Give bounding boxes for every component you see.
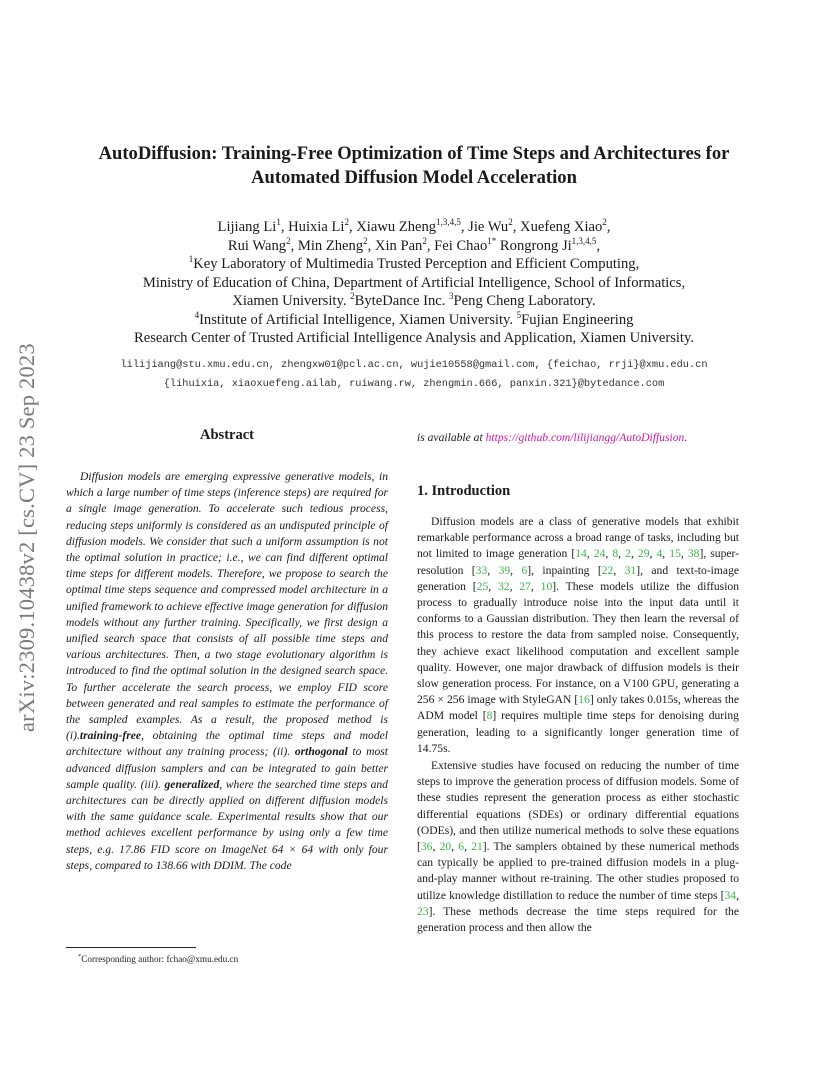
author-affiliation-mark: 1,3,4,5 [571, 235, 597, 246]
paper-title [60, 142, 768, 190]
paragraph-text: ], and text-to-image generation [ [417, 563, 740, 593]
author-line-1 [60, 218, 768, 237]
paragraph-text: , [613, 563, 625, 577]
email-line-2: {lihuixia, xiaoxuefeng.ailab, ruiwang.rw, zhengmin.666, panxin.321}@bytedance.com [163, 378, 665, 390]
citation-link[interactable]: 15 [669, 547, 681, 561]
right-column [417, 425, 739, 936]
paragraph-text: ]. These models utilize the diffusion process to gradually introduce noise into the input data until it conforms to a Gaussian distribution. They then learn the reversal of this process to restore the data from sampled noise. Consequently, they achieve exact likelihood computation and excellent sample quality. However, one major drawback of diffusion models is their slow generation process. For instance, on a V100 GPU, generating a 256 × 256 image with StyleGAN [ [417, 579, 740, 707]
paragraph-text: , [509, 579, 520, 593]
paragraph-text: , [680, 547, 688, 561]
affiliation-line-5: Research Center of Trusted Artificial Intelligence Analysis and Application, Xiamen University. [134, 330, 694, 346]
citation-link[interactable]: 2 [625, 547, 631, 561]
footnote: *Corresponding author: fchao@xmu.edu.cn [78, 953, 239, 965]
author-affiliation-mark: 1 [276, 217, 281, 228]
author-name: Rui Wang [227, 237, 287, 254]
paragraph-text: ], super-resolution [ [417, 547, 740, 577]
paragraph-text: , [736, 888, 739, 902]
affiliation-line-4: $^4$Institute of Artificial Intelligence, Xiamen University. $^5$Fujian Engineering [194, 309, 634, 328]
title-line-1: AutoDiffusion: Training-Free Optimization of Time Steps and Architectures for [98, 143, 730, 164]
paragraph-text: , [432, 840, 440, 854]
author-name: , Huixia Li [280, 219, 345, 235]
citation-link[interactable]: 24 [593, 547, 606, 561]
author-block [60, 218, 768, 348]
author-name: , Fei Chao [426, 237, 488, 254]
paragraph-text: , [488, 579, 498, 593]
paragraph-text: , [487, 563, 499, 577]
citation-link[interactable]: 33 [475, 563, 488, 577]
citation-link[interactable]: 29 [637, 547, 650, 561]
paragraph-text: Diffusion models are a class of generative models that exhibit remarkable performance across a broad range of tasks, including but not limited to image generation [ [417, 515, 739, 561]
paragraph-text: , [630, 547, 638, 561]
paragraph-text: , [451, 840, 459, 854]
abstract-heading: Abstract [200, 427, 254, 443]
email-line-1: lilijiang@stu.xmu.edu.cn, zhengxw01@pcl.ac.cn, wujie10558@gmail.com, {feichao, rrji}@xmu.edu.cn [120, 359, 708, 371]
left-column [66, 425, 388, 886]
citation-link[interactable]: 31 [624, 563, 637, 577]
code-link[interactable]: https://github.com/lilijiangg/AutoDiffusion [485, 431, 685, 444]
citation-link[interactable]: 38 [687, 547, 700, 561]
paragraph-text: ], inpainting [ [527, 563, 602, 577]
author-name: , Min Zheng [290, 237, 364, 254]
citation-link[interactable]: 20 [439, 840, 452, 854]
abstract-text: Diffusion models are emerging expressive generative models, in which a large number of time steps (inference steps) are required for a single image generation. To accelerate such tedious process, reducing steps uniformly is considered as an undisputed principle of diffusion models. We consider that such a uniform assumption is not the optimal solution in practice; i.e., we can find different optimal time steps for different models. Therefore, we propose to search the optimal time steps sequence and compressed model architecture in a unified framework to achieve effective image generation for diffusion models without any further training. Specifically, we first design a unified search space that consists of all possible time steps and various architectures. Then, a two stage evolutionary algorithm is introduced to find the optimal solution in the designed search space. To further accelerate the search process, we employ FID score between generated and real samples to estimate the performance of the sampled examples. As a result, the proposed method is (i).training-free, obtaining the optimal time steps and model architecture without any training process; (ii). orthogonal to most advanced diffusion samplers and can be integrated to gain better sample quality. (iii). generalized, where the searched time steps and architectures can be directly applied on different diffusion models with the same guidance scale. Experimental results show that our method achieves excellent performance by using only a few time steps, e.g. 17.86 FID score on ImageNet 64 × 64 with only four steps, compared to 138.66 with DDIM. The code [66, 470, 388, 872]
intro-heading: 1. Introduction [417, 483, 511, 499]
author-name: , Jie Wu [460, 219, 509, 235]
citation-link[interactable]: 39 [498, 563, 511, 577]
paragraph-text: , [586, 547, 594, 561]
intro-paragraph-2 [417, 758, 739, 936]
paragraph-text: , [618, 547, 626, 561]
citation-link[interactable]: 36 [420, 840, 433, 854]
citation-link[interactable]: 6 [458, 840, 465, 854]
author-name: Lijiang Li [217, 219, 277, 235]
author-line-2 [60, 237, 768, 256]
author-name: , Xin Pan [367, 237, 423, 254]
author-affiliation-mark: 2 [602, 217, 607, 228]
paragraph-text: ]. These methods decrease the time steps required for the generation process and then allow the [417, 904, 739, 935]
citation-link[interactable]: 8 [612, 547, 619, 561]
paragraph-text: ] requires multiple time steps for denoising during generation, leading to a significantly longer generation time of 14.75s. [417, 709, 739, 755]
intro-paragraph-1 [417, 514, 739, 757]
citation-link[interactable]: 23 [417, 904, 429, 918]
citation-link[interactable]: 22 [601, 563, 614, 577]
citation-link[interactable]: 16 [578, 693, 590, 707]
author-affiliation-mark: 2 [363, 235, 368, 246]
paragraph-text: ] only takes 0.015s, whereas the ADM model [ [417, 693, 739, 723]
paragraph-text: , [662, 547, 670, 561]
citation-link[interactable]: 14 [575, 547, 587, 561]
footnote-rule [66, 947, 196, 948]
citation-link[interactable]: 27 [519, 579, 531, 593]
author-affiliation-mark: 2 [508, 217, 513, 228]
citation-link[interactable]: 6 [521, 563, 528, 577]
author-name: , [606, 219, 611, 235]
citation-link[interactable]: 4 [656, 547, 663, 561]
paragraph-text: , [605, 547, 613, 561]
author-name: Rongrong Ji [496, 237, 572, 254]
paragraph-text: , [464, 840, 472, 854]
citation-link[interactable]: 32 [497, 579, 510, 593]
code-availability: is available at https://github.com/lilijiangg/AutoDiffusion. [417, 431, 688, 444]
author-name: , Xiawu Zheng [348, 219, 437, 235]
citation-link[interactable]: 34 [724, 888, 737, 902]
affiliation-line-1: $^1$Key Laboratory of Multimedia Trusted Perception and Efficient Computing, [188, 254, 640, 272]
affiliation-line-3: Xiamen University. $^2$ByteDance Inc. $^3$Peng Cheng Laboratory. [232, 291, 596, 309]
citation-link[interactable]: 8 [486, 709, 493, 723]
paragraph-text: , [510, 563, 522, 577]
paragraph-text: Extensive studies have focused on reducing the number of time steps to improve the generation process of diffusion models. Some of these studies represent the generation process as either stochastic differential equations (SDEs) or ordinary differential equations (ODEs), and then utilize numerical methods to solve these equations [ [417, 759, 739, 854]
citation-link[interactable]: 21 [471, 840, 483, 854]
author-affiliation-mark: 2 [422, 235, 427, 246]
author-affiliation-mark: 2 [286, 235, 291, 246]
title-line-2: Automated Diffusion Model Acceleration [251, 167, 577, 188]
citation-link[interactable]: 10 [540, 579, 553, 593]
paragraph-text: , [530, 579, 541, 593]
email-block [40, 356, 788, 394]
affiliation-line-2: Ministry of Education of China, Department of Artificial Intelligence, School of Informatics, [142, 274, 686, 291]
paragraph-text: , [649, 547, 657, 561]
author-affiliation-mark: 2 [344, 217, 349, 228]
author-name: , Xuefeng Xiao [512, 219, 603, 235]
author-affiliation-mark: 1* [487, 235, 497, 246]
paragraph-text: ]. The samplers obtained by these numerical methods can typically be applied to pre-trained diffusion models in a plug-and-play manner without re-training. The other studies proposed to utilize knowledge distillation to reduce the number of time steps [ [417, 840, 739, 902]
author-affiliation-mark: 1,3,4,5 [436, 217, 461, 228]
citation-link[interactable]: 25 [476, 579, 489, 593]
author-name: , [596, 237, 601, 254]
arxiv-sidebar-stamp: arXiv:2309.10438v2 [cs.CV] 23 Sep 2023 [14, 343, 39, 732]
